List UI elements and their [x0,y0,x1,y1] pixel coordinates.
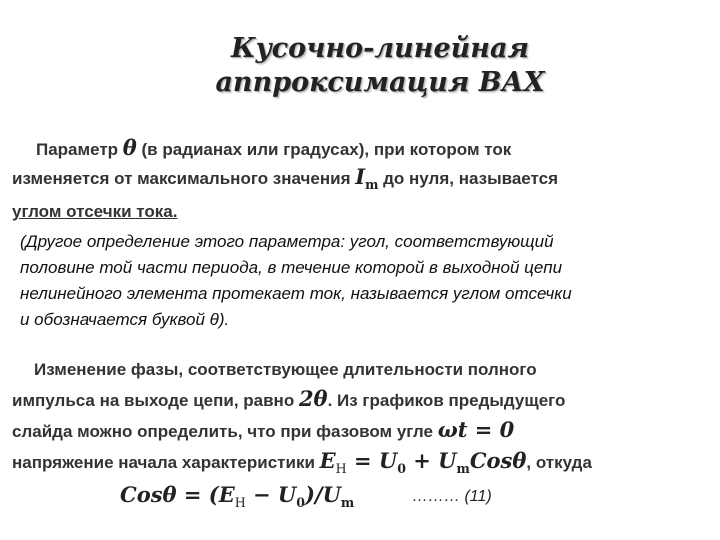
p1-text-b: (в радианах или градусах), при котором ток [141,140,512,159]
p3-line-1: Изменение фазы, соответствующее длительности полного [34,360,537,379]
paragraph-cutoff-angle-definition [12,134,712,225]
p2-line-1: (Другое определение этого параметра: угол, соответствующий [20,232,554,251]
p3-line-3 [12,415,712,446]
p2-line-2: половине той части периода, в течение которой в выходной цепи [20,258,563,277]
title-line-2: аппроксимация ВАХ [215,67,545,98]
p3-text-f: , откуда [526,453,592,472]
eq-e-sub: Н [335,461,347,477]
formula-e-sub: Н [234,495,246,511]
im-base: I [355,164,366,189]
p3-text-e: напряжение начала характеристики [12,453,315,472]
p3-text-d: слайда можно определить, что при фазовом угле [12,422,433,441]
p1-line-1 [12,134,712,163]
theta-symbol: θ [122,135,137,160]
p1-text-c: изменяется от максимального значения [12,169,351,188]
eq-cos: Cosθ [469,448,527,473]
p3-text-c: . Из графиков предыдущего [327,391,566,410]
paragraph-alternative-definition [20,229,710,333]
p3-text-b: импульса на выходе цепи, равно [12,391,295,410]
formula-cos-theta [120,482,354,510]
p1-line-2 [12,163,712,198]
formula-um-sub: m [340,495,355,511]
eq-u2: + U [405,448,457,473]
p1-text-d: до нуля, называется [383,169,558,188]
title-line-1: Кусочно-линейная [231,33,529,64]
slide-title [200,32,560,100]
two-theta-symbol: 2θ [298,386,328,411]
im-sub: m [365,177,379,193]
inline-equation [319,448,527,477]
p2-line-4: и обозначается буквой θ). [20,310,230,329]
equation-number: ……… (11) [412,488,492,505]
eq-um-sub: m [456,461,470,477]
p1-line-3 [12,198,712,225]
paragraph-phase-change [12,355,712,483]
omega-t-zero: ωt = 0 [437,417,515,442]
formula-lhs: Cosθ = (E [120,482,235,507]
im-symbol [355,164,379,193]
eq-u0-sub: 0 [397,461,406,477]
eq-u: = U [346,448,398,473]
p1-text-a: Параметр [36,140,119,159]
formula-u0-sub: 0 [296,495,305,511]
p2-line-3: нелинейного элемента протекает ток, называется углом отсечки [20,284,572,303]
formula-rhs: )/U [305,482,341,507]
formula-mid: − U [245,482,297,507]
eq-e: E [319,448,336,473]
p1-text-e: углом отсечки тока. [12,202,178,222]
p3-line-2 [12,384,712,415]
p3-line-4 [12,446,712,483]
